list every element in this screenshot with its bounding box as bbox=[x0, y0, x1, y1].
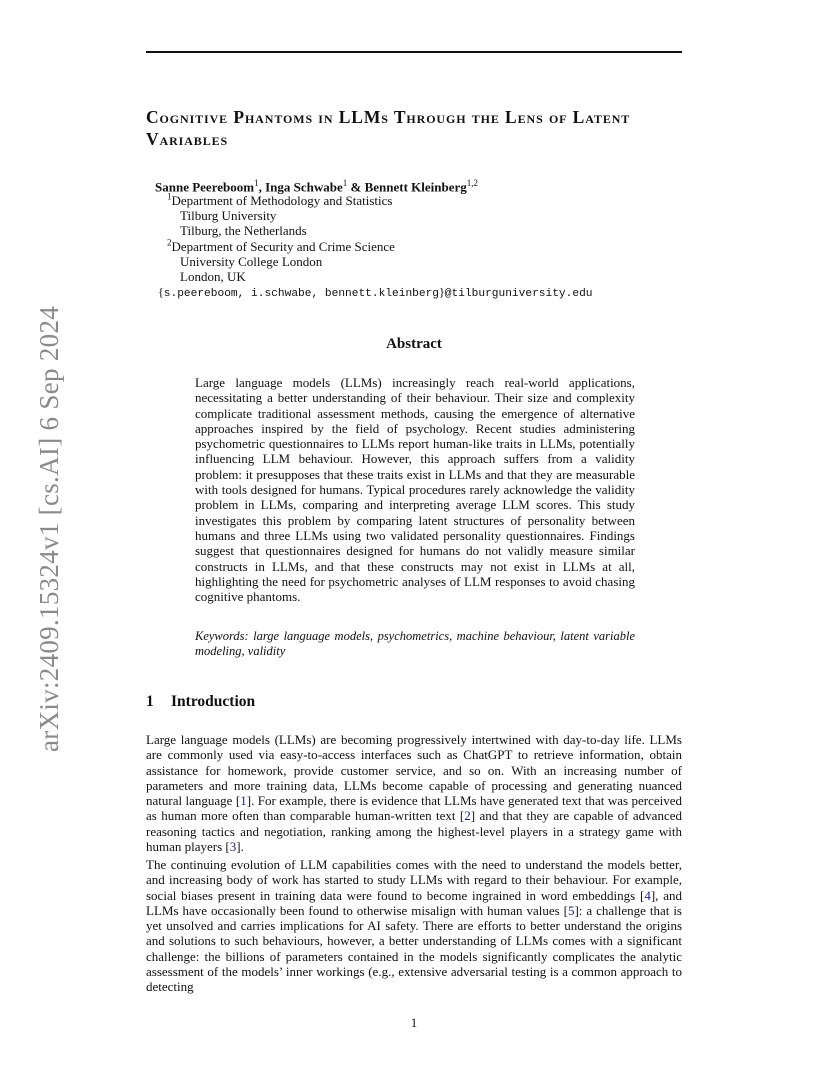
top-rule bbox=[146, 51, 682, 53]
paper-title: Cognitive Phantoms in LLMs Through the Lens of Latent Variables bbox=[146, 107, 631, 149]
email-brace-close: } bbox=[439, 285, 445, 299]
affiliation-line: Department of Security and Crime Science bbox=[171, 239, 395, 254]
citation-link[interactable]: 1 bbox=[240, 793, 247, 809]
affiliation-line: Department of Methodology and Statistics bbox=[171, 193, 393, 208]
affiliation-department bbox=[167, 239, 395, 254]
author-separator: & bbox=[347, 179, 365, 195]
section-number: 1 bbox=[146, 693, 154, 710]
affiliation-line: Tilburg, the Netherlands bbox=[180, 223, 307, 238]
author-affiliation-mark: 1 bbox=[342, 178, 348, 188]
affiliation-line: Tilburg University bbox=[180, 208, 277, 223]
arxiv-identifier-stamp: arXiv:2409.15324v1 [cs.AI] 6 Sep 2024 bbox=[34, 305, 64, 752]
affiliation-mark: 2 bbox=[167, 237, 172, 248]
abstract-body: Large language models (LLMs) increasingly reach real-world applications, necessitating a better understanding of their behaviour. Their size and complexity complicate traditional assessment methods, causing the emergence of alternative approaches inspired by the field of psychology. Recent studies administering psychometric questionnaires to LLMs report human-like traits in LLMs, potentially influencing LLM behaviour. However, this approach suffers from a validity problem: it presupposes that these traits exist in LLMs and that they are measurable with tools designed for humans. Typical procedures rarely acknowledge the validity problem in LLMs, comparing and interpreting average LLM scores. This study investigates this problem by comparing latent structures of personality between humans and three LLMs using two validated personality questionnaires. Findings suggest that questionnaires designed for humans do not validly measure similar constructs in LLMs, and that these constructs may not exist in LLMs at all, highlighting the need for psychometric analyses of LLM responses to avoid chasing cognitive phantoms. bbox=[195, 375, 635, 605]
affiliation-line: London, UK bbox=[180, 269, 246, 284]
author-name: Sanne Peereboom bbox=[155, 179, 255, 195]
author-separator: , bbox=[258, 179, 266, 195]
email-brace-open: { bbox=[158, 285, 164, 299]
citation-link[interactable]: 3 bbox=[229, 839, 237, 855]
author-affiliation-mark: 1 bbox=[254, 178, 259, 188]
author-name: Inga Schwabe bbox=[265, 179, 343, 195]
abstract-heading: Abstract bbox=[386, 336, 442, 352]
affiliation-mark: 1 bbox=[167, 191, 172, 202]
citation-link[interactable]: 5 bbox=[567, 902, 575, 918]
email-usernames: s.peereboom, i.schwabe, bennett.kleinberg bbox=[163, 288, 440, 300]
affiliation-line: University College London bbox=[180, 254, 323, 269]
author-affiliation-mark: 1,2 bbox=[466, 178, 479, 188]
author-name: Bennett Kleinberg bbox=[364, 179, 467, 195]
section-title: Introduction bbox=[171, 693, 256, 710]
affiliation-department bbox=[167, 193, 392, 208]
author-emails bbox=[158, 285, 593, 300]
email-domain: @tilburguniversity.edu bbox=[444, 288, 593, 300]
citation-link[interactable]: 2 bbox=[464, 808, 471, 824]
citation-link[interactable]: 4 bbox=[644, 887, 651, 903]
body-paragraph: Large language models (LLMs) are becoming progressively intertwined with day-to-day life. LLMs are commonly used via easy-to-access interfaces such as ChatGPT to retrieve information, obtain assistance for homework, provide customer service, and so on. With an increasing number of parameters and more training data, LLMs become capable of processing and generating nuanced natural language [1]. For example, there is evidence that LLMs have generated text that was perceived as human more often than comparable human-written text [2] and that they are capable of advanced reasoning tactics and negotiation, ranking among the highest-level players in a strategy game with human players [3]. bbox=[146, 732, 683, 855]
section-heading bbox=[146, 693, 255, 711]
body-paragraph: The continuing evolution of LLM capabilities comes with the need to understand the models better, and increasing body of work has started to study LLMs with regard to their behaviour. For example, social biases present in training data were found to become ingrained in word embeddings [4], and LLMs have occasionally been found to otherwise misalign with human values [5]: a challenge that is yet unsolved and carries implications for AI safety. There are efforts to better understand the origins and solutions to such behaviours, however, a better understanding of LLMs comes with a significant challenge: the billions of parameters contained in the models significantly complicates the analytic assessment of the models’ inner workings (e.g., extensive adversarial testing is a common approach to detecting bbox=[146, 857, 682, 995]
page-number: 1 bbox=[410, 1015, 418, 1030]
keywords: Keywords: large language models, psychometrics, machine behaviour, latent variable modeling, validity bbox=[195, 629, 635, 659]
